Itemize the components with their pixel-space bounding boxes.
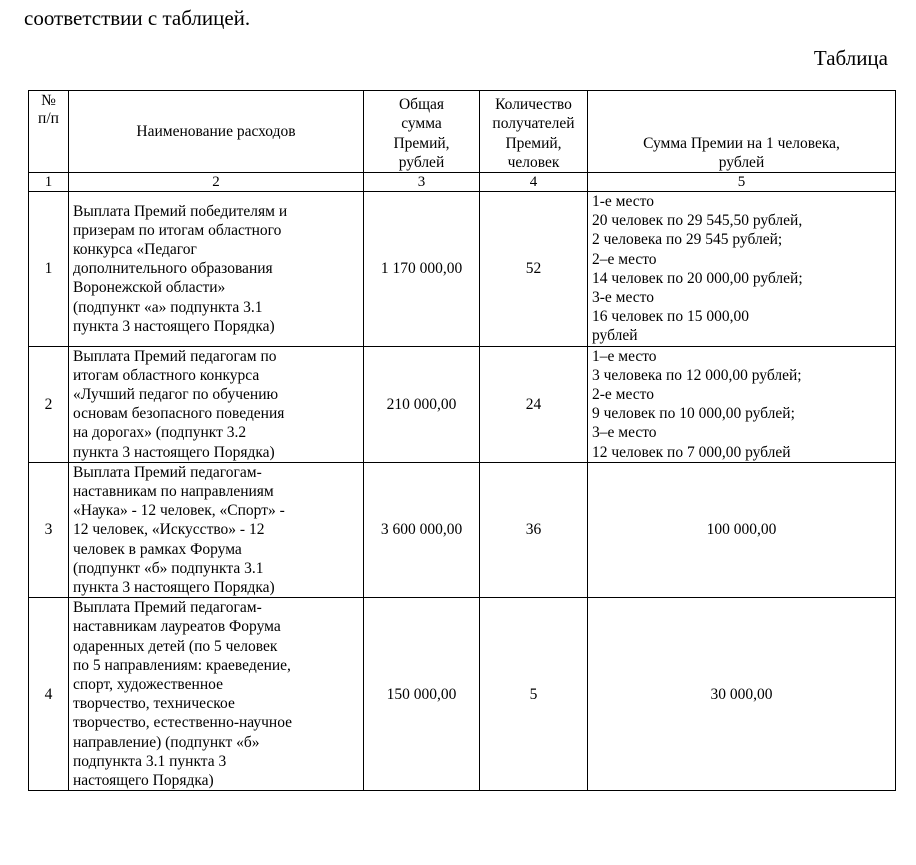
header-number <box>29 91 69 173</box>
row-number: 1 <box>29 192 69 347</box>
intro-text: соответствии с таблицей. <box>24 6 251 30</box>
header-per-person-line: Сумма Премии на 1 человека, <box>643 134 840 152</box>
row-recipients: 52 <box>480 192 588 347</box>
per-person-line: 16 человек по 15 000,00 <box>592 308 749 326</box>
expense-line: человек в рамках Форума <box>73 540 242 558</box>
header-recipients-line: Премий, <box>505 134 562 152</box>
expense-line: Воронежской области» <box>73 279 226 297</box>
expense-line: на дорогах» (подпункт 3.2 <box>73 424 247 442</box>
per-person-line: 1–е место <box>592 347 657 365</box>
header-total <box>364 91 480 173</box>
per-person-line: 1-е место <box>592 193 654 210</box>
per-person-line: рублей <box>592 327 638 345</box>
row-recipients: 5 <box>480 598 588 791</box>
expense-line: 12 человек, «Искусство» - 12 <box>73 521 265 539</box>
header-recipients <box>480 91 588 173</box>
row-total: 3 600 000,00 <box>364 462 480 597</box>
row-expense-name <box>69 462 364 597</box>
row-total: 150 000,00 <box>364 598 480 791</box>
expense-line: наставникам лауреатов Форума <box>73 618 281 636</box>
row-total: 1 170 000,00 <box>364 192 480 347</box>
per-person-line: 14 человек по 20 000,00 рублей; <box>592 269 803 287</box>
header-recipients-line: Количество <box>495 96 572 114</box>
row-recipients: 24 <box>480 346 588 462</box>
table-row <box>29 192 896 347</box>
per-person-line: 3–е место <box>592 424 657 442</box>
expense-line: по 5 направлениям: краеведение, <box>73 656 291 674</box>
row-number: 2 <box>29 346 69 462</box>
per-person-line: 2 человека по 29 545 рублей; <box>592 231 783 249</box>
header-number-line: № <box>41 92 56 109</box>
row-number: 4 <box>29 598 69 791</box>
expense-line: одаренных детей (по 5 человек <box>73 637 278 655</box>
header-recipients-line: получателей <box>492 115 575 133</box>
header-total-line: Премий, <box>393 134 450 152</box>
expense-line: конкурса «Педагог <box>73 241 197 258</box>
header-per-person <box>588 91 896 173</box>
per-person-line: 3-е место <box>592 289 654 307</box>
table-row <box>29 598 896 791</box>
expense-line: Выплата Премий педагогам- <box>73 599 262 617</box>
expense-line: пункта 3 настоящего Порядка) <box>73 443 275 461</box>
table-header-row <box>29 91 896 173</box>
table-row <box>29 346 896 462</box>
expense-line: дополнительного образования <box>73 260 273 278</box>
per-person-line: 9 человек по 10 000,00 рублей; <box>592 405 795 423</box>
expense-line: творчество, техническое <box>73 695 235 713</box>
column-number: 2 <box>69 173 364 192</box>
table-caption: Таблица <box>813 46 888 70</box>
expense-line: основам безопасного поведения <box>73 405 285 423</box>
expense-line: Выплата Премий победителям и <box>73 202 288 220</box>
row-per-person: 100 000,00 <box>588 462 896 597</box>
per-person-line: 3 человека по 12 000,00 рублей; <box>592 366 802 384</box>
row-per-person <box>588 346 896 462</box>
per-person-line: 2-е место <box>592 386 654 404</box>
row-per-person <box>588 192 896 347</box>
column-number: 3 <box>364 173 480 192</box>
expense-line: «Лучший педагог по обучению <box>73 386 279 404</box>
column-number: 5 <box>588 173 896 192</box>
expense-line: подпункта 3.1 пункта 3 <box>73 752 227 770</box>
expenses-table <box>28 90 896 791</box>
expense-line: пункта 3 настоящего Порядка) <box>73 579 275 597</box>
expense-line: Выплата Премий педагогам по <box>73 347 277 365</box>
expense-line: итогам областного конкурса <box>73 366 260 384</box>
expense-line: (подпункт «б» подпункта 3.1 <box>73 559 264 577</box>
header-number-line: п/п <box>38 110 59 127</box>
header-recipients-line: человек <box>507 153 560 171</box>
row-per-person: 30 000,00 <box>588 598 896 791</box>
expense-line: (подпункт «а» подпункта 3.1 <box>73 298 263 316</box>
table-row <box>29 462 896 597</box>
per-person-line: 20 человек по 29 545,50 рублей, <box>592 212 803 230</box>
expense-line: настоящего Порядка) <box>73 772 214 790</box>
row-total: 210 000,00 <box>364 346 480 462</box>
per-person-line: 2–е место <box>592 250 657 268</box>
expense-line: спорт, художественное <box>73 676 223 694</box>
expense-line: Выплата Премий педагогам- <box>73 463 262 481</box>
column-number: 1 <box>29 173 69 192</box>
column-number-row <box>29 173 896 192</box>
row-expense-name <box>69 598 364 791</box>
row-number: 3 <box>29 462 69 597</box>
expense-line: призерам по итогам областного <box>73 221 282 239</box>
header-total-line: сумма <box>401 115 442 133</box>
row-recipients: 36 <box>480 462 588 597</box>
row-expense-name <box>69 346 364 462</box>
per-person-line: 12 человек по 7 000,00 рублей <box>592 443 791 461</box>
header-total-line: рублей <box>398 153 445 171</box>
column-number: 4 <box>480 173 588 192</box>
header-expense: Наименование расходов <box>69 91 364 173</box>
expense-line: пункта 3 настоящего Порядка) <box>73 317 275 335</box>
expense-line: «Наука» - 12 человек, «Спорт» - <box>73 502 285 520</box>
expense-line: творчество, естественно-научное <box>73 714 293 732</box>
header-per-person-line: рублей <box>718 153 765 171</box>
header-total-line: Общая <box>398 96 445 114</box>
expense-line: наставникам по направлениям <box>73 483 274 501</box>
expense-line: направление) (подпункт «б» <box>73 733 260 751</box>
row-expense-name <box>69 192 364 347</box>
